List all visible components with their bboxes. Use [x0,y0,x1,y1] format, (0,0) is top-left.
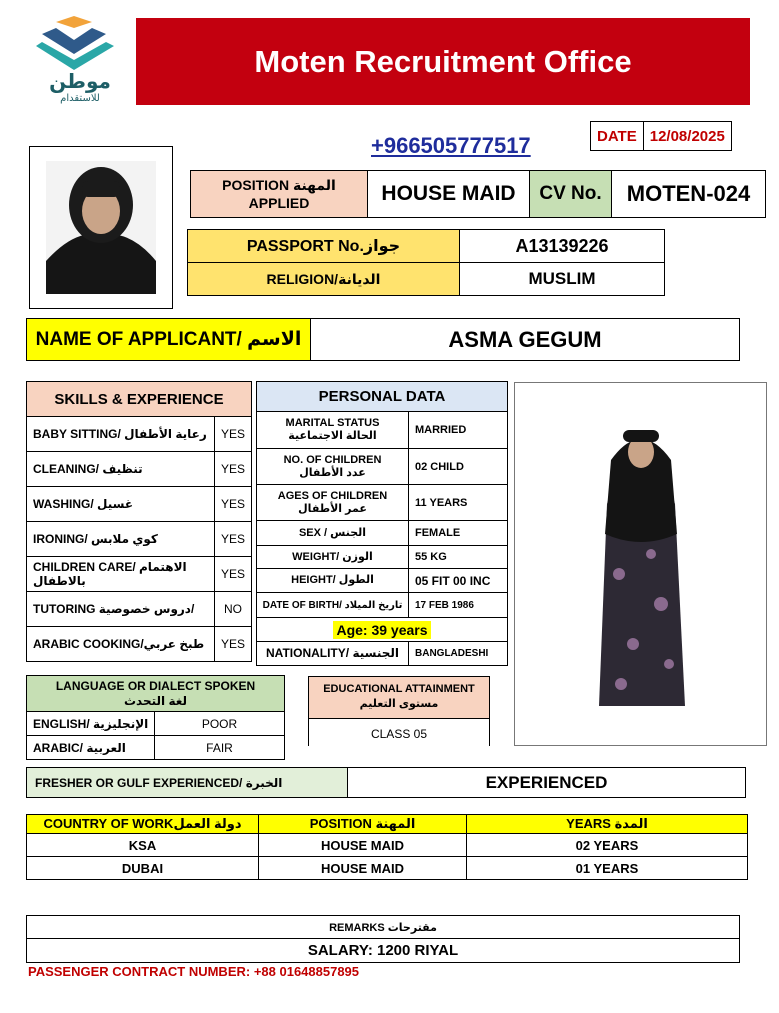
language-label: ARABIC/ العربية [27,736,155,760]
skill-row [27,487,252,522]
weight-label: WEIGHT/ الوزن [257,546,409,569]
position-table [190,170,766,218]
applicant-name-label: NAME OF APPLICANT/ الاسم [27,319,311,361]
skill-value: YES [214,557,251,592]
table-row [27,834,748,857]
nationality-label: NATIONALITY/ الجنسية [257,642,409,666]
marital-label-ar: الحالة الاجتماعية [288,430,377,442]
marital-label-en: MARITAL STATUS [285,417,380,429]
education-value: CLASS 05 [308,719,490,746]
full-body-figure [581,414,701,714]
skill-label: IRONING/ كوي ملابس [27,522,215,557]
religion-label: RELIGION/الديانة [188,263,460,296]
education-title [308,676,490,719]
experience-label: FRESHER OR GULF EXPERIENCED/ الخبرة [27,768,348,798]
work-position: HOUSE MAID [259,857,467,880]
ages-label [257,485,409,521]
skill-label: BABY SITTING/ رعاية الأطفال [27,417,215,452]
skill-label: ARABIC COOKING/طبخ عربي [27,627,215,662]
children-value: 02 CHILD [409,449,508,485]
language-title-ar: لغة التحدث [123,693,188,708]
work-years: 01 YEARS [467,857,748,880]
marital-value: MARRIED [409,412,508,449]
logo-orange-chevron [56,16,92,28]
education-title-en: EDUCATIONAL ATTAINMENT [323,683,475,695]
sex-label: SEX / الجنس [257,521,409,546]
skill-value: YES [214,627,251,662]
date-box [590,121,732,151]
logo-arabic-sub: للاستقدام [60,93,100,104]
dob-label: DATE OF BIRTH/ تاريخ الميلاد [257,593,409,618]
ages-label-en: AGES OF CHILDREN [277,489,388,502]
skill-row [27,417,252,452]
weight-value: 55 KG [409,546,508,569]
logo-arabic-name: موطن [49,69,111,93]
experience-value: EXPERIENCED [348,768,746,798]
language-row [27,736,285,760]
skill-value: YES [214,487,251,522]
education-title-ar: مستوى التعليم [359,698,439,710]
phone-link[interactable]: +966505777517 [371,133,531,158]
skill-row [27,592,252,627]
portrait-figure [46,161,156,294]
skills-title: SKILLS & EXPERIENCE [27,382,252,417]
position-label-ar: المهنة [292,177,336,193]
work-country: KSA [27,834,259,857]
sex-value: FEMALE [409,521,508,546]
height-label: HEIGHT/ الطول [257,569,409,593]
position-value: HOUSE MAID [368,171,530,218]
position-label-en2: APPLIED [248,195,310,211]
ages-label-ar: عمر الأطفال [298,502,367,515]
applicant-photo-full [514,382,767,746]
work-header-position: POSITION المهنة [259,815,467,834]
work-position: HOUSE MAID [259,834,467,857]
skill-value: YES [214,452,251,487]
remarks-label: REMARKS مقترحات [27,916,740,939]
marital-label [257,412,409,449]
logo-text [30,70,130,106]
header-banner [136,18,750,105]
language-table [26,675,285,760]
skill-row [27,452,252,487]
cv-value: MOTEN-024 [612,171,766,218]
applicant-name-value: ASMA GEGUM [311,319,740,361]
personal-data-table [256,381,508,666]
language-value: POOR [155,712,285,736]
skill-label: TUTORING دروس خصوصية/ [27,592,215,627]
skill-row [27,627,252,662]
religion-value: MUSLIM [460,263,665,296]
skill-label: CHILDREN CARE/ الاهتمام بالاطفال [27,557,215,592]
work-country: DUBAI [27,857,259,880]
skill-label: WASHING/ غسيل [27,487,215,522]
skill-label: CLEANING/ تنظيف [27,452,215,487]
position-label-cell [191,171,368,218]
experience-table [26,767,746,798]
passport-label: PASSPORT No.جواز [188,230,460,263]
children-label-ar: عدد الأطفال [299,466,366,479]
ages-value: 11 YEARS [409,485,508,521]
remarks-value: SALARY: 1200 RIYAL [27,939,740,963]
applicant-photo-portrait [29,146,173,309]
cv-label: CV No. [530,171,612,218]
date-value: 12/08/2025 [643,122,731,151]
children-label-en: NO. OF CHILDREN [283,453,382,466]
work-header-years: YEARS المدة [467,815,748,834]
skill-value: NO [214,592,251,627]
age-value: Age: 39 years [333,621,430,639]
position-label-en1: POSITION [222,177,290,193]
personal-title: PERSONAL DATA [257,382,508,412]
work-years: 02 YEARS [467,834,748,857]
language-row [27,712,285,736]
nationality-value: BANGLADESHI [409,642,508,666]
height-value: 05 FIT 00 INC [409,569,508,593]
work-header-country: COUNTRY OF WORKدولة العمل [27,815,259,834]
language-value: FAIR [155,736,285,760]
work-history-table [26,814,748,880]
language-title [27,676,285,712]
applicant-name-table [26,318,740,361]
skill-value: YES [214,522,251,557]
education-box [308,676,490,746]
remarks-table [26,915,740,963]
page-title: Moten Recruitment Office [254,43,632,79]
dob-value: 17 FEB 1986 [409,593,508,618]
date-label: DATE [591,122,644,151]
children-label [257,449,409,485]
age-cell [257,618,508,642]
skill-row [27,557,252,592]
passport-table [187,229,665,296]
skills-table [26,381,252,662]
skill-row [27,522,252,557]
table-row [27,857,748,880]
language-label: ENGLISH/ الإنجليزية [27,712,155,736]
skill-value: YES [214,417,251,452]
passport-value: A13139226 [460,230,665,263]
language-title-en: LANGUAGE OR DIALECT SPOKEN [55,678,256,693]
contract-number: PASSENGER CONTRACT NUMBER: +88 01648857895 [28,964,360,979]
